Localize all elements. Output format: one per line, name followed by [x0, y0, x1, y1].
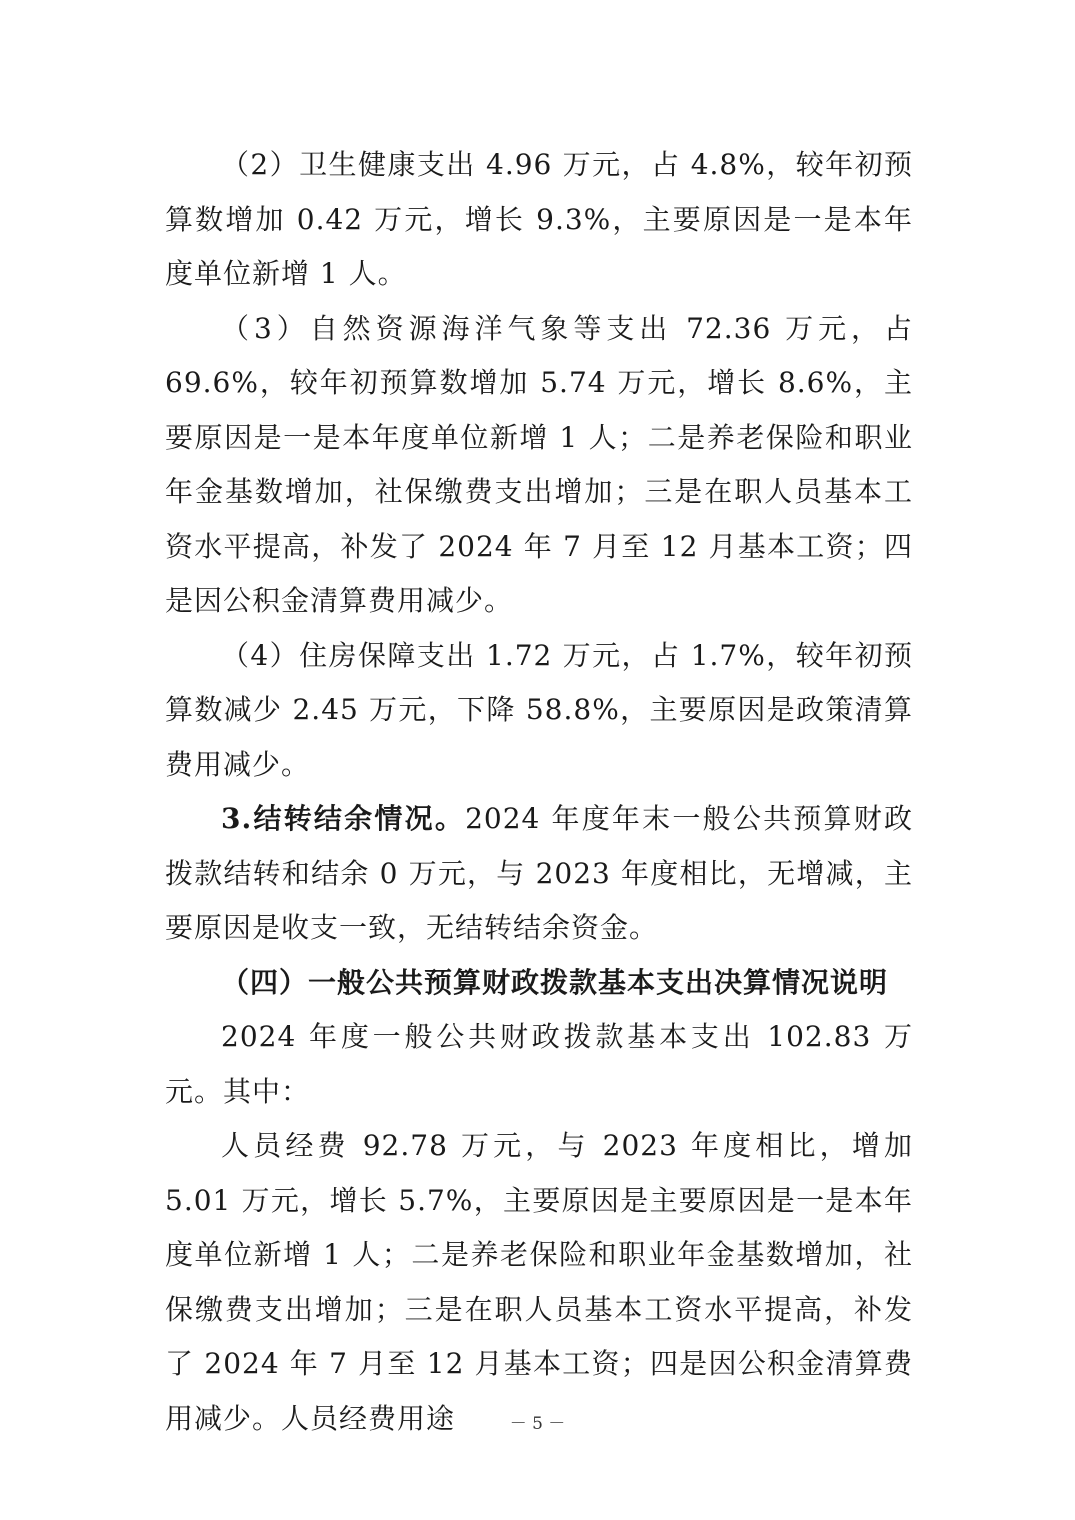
page-number: － 5 － — [509, 1414, 566, 1434]
document-body — [165, 138, 913, 1446]
basic-expenditure-total-paragraph: 2024 年度一般公共财政拨款基本支出 102.83 万元。其中： — [165, 1020, 913, 1108]
housing-expenditure-paragraph: （4）住房保障支出 1.72 万元，占 1.7%，较年初预算数减少 2.45 万元，下降 58.8%，主要原因是政策清算费用减少。 — [165, 638, 913, 781]
natural-resources-expenditure-paragraph: （3）自然资源海洋气象等支出 72.36 万元，占 69.6%，较年初预算数增加 5.74 万元，增长 8.6%，主要原因是一是本年度单位新增 1 人；二是养老保险和职业年金基数增加，社保缴费支出增加；三是在职人员基本工资水平提高，补发了 2024 年 7 月至 12 月基本工资；四是因公积金清算费用减少。 — [165, 311, 913, 617]
carryover-heading: 3.结转结余情况。 — [221, 802, 466, 835]
carryover-body: 2024 年度年末一般公共预算财政拨款结转和结余 0 万元，与 2023 年度相比，无增减，主要原因是收支一致，无结转结余资金。 — [165, 802, 913, 944]
carryover-paragraph — [165, 792, 913, 956]
health-expenditure-paragraph: （2）卫生健康支出 4.96 万元，占 4.8%，较年初预算数增加 0.42 万元，增长 9.3%，主要原因是一是本年度单位新增 1 人。 — [165, 148, 913, 290]
section-four-heading: （四）一般公共预算财政拨款基本支出决算情况说明 — [221, 965, 889, 999]
personnel-expenditure-paragraph: 人员经费 92.78 万元，与 2023 年度相比，增加 5.01 万元，增长 5.7%，主要原因是主要原因是一是本年度单位新增 1 人；二是养老保险和职业年金基数增加，社保缴费支出增加；三是在职人员基本工资水平提高，补发了 2024 年 7 月至 12 月基本工资；四是因公积金清算费用减少。人员经费用途 — [165, 1129, 913, 1435]
